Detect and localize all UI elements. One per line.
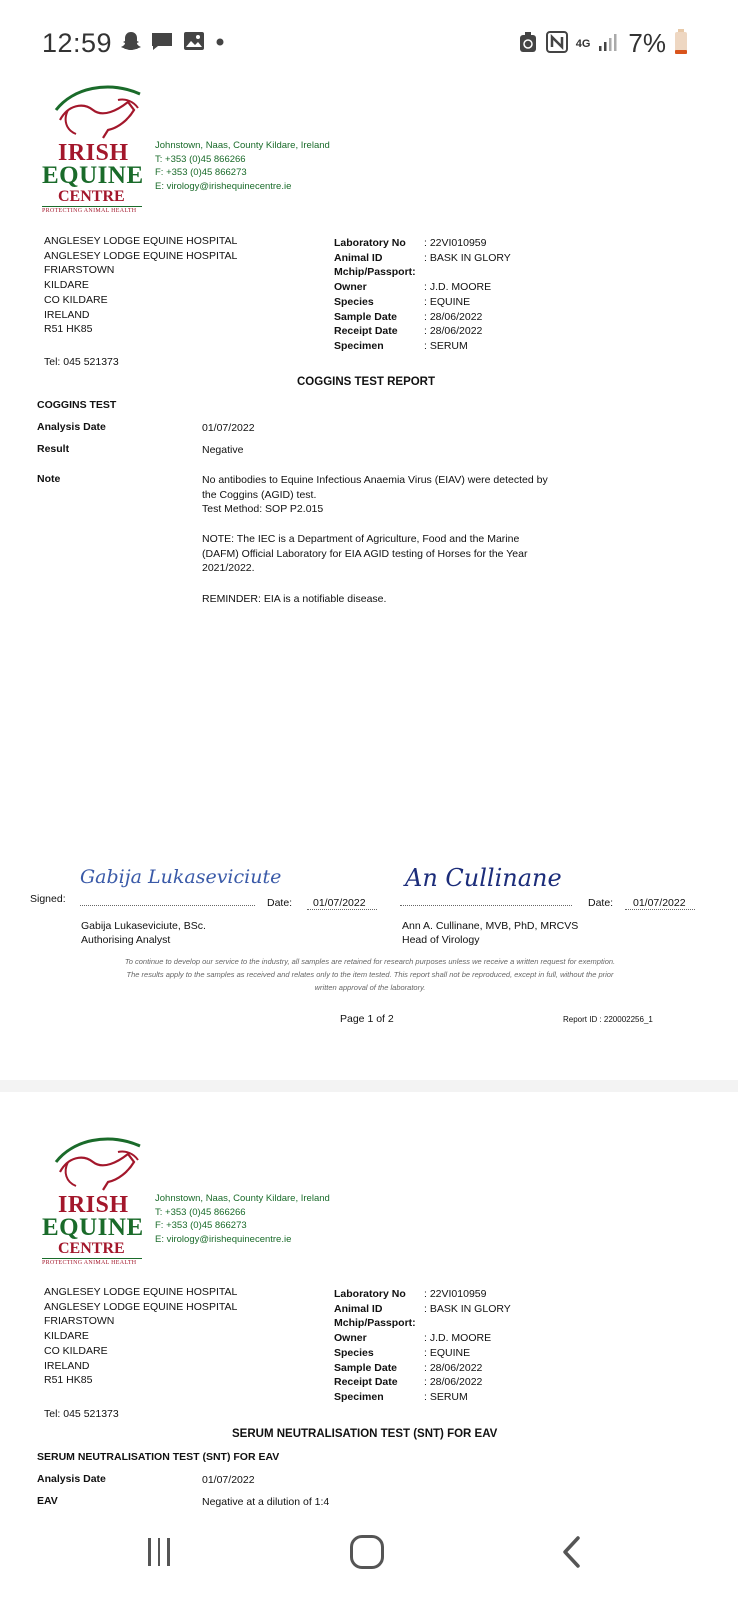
page-separator (0, 1080, 738, 1092)
address-line: KILDARE (44, 279, 89, 292)
disclaimer-line: To continue to develop our service to the industry, all samples are retained for research purposes unless we receive a written request for exemption. (124, 957, 616, 966)
client-tel: Tel: 045 521373 (44, 356, 119, 368)
report-id: Report ID : 220002256_1 (563, 1015, 653, 1024)
logo-tagline: PROTECTING ANIMAL HEALTH (42, 1260, 137, 1266)
reminder: REMINDER: EIA is a notifiable disease. (202, 593, 387, 605)
analysis-date-value: 01/07/2022 (202, 422, 255, 434)
logo-centre: CENTRE (58, 188, 125, 205)
back-button[interactable] (560, 1534, 584, 1575)
disclaimer-line: written approval of the laboratory. (314, 983, 426, 992)
lab-info-row: Mchip/Passport: (334, 1317, 416, 1330)
home-button[interactable] (350, 1535, 384, 1569)
lab-info-row: Specimen : SERUM (334, 1390, 468, 1403)
eav-label: EAV (37, 1495, 58, 1507)
logo-irish: IRISH (58, 140, 129, 166)
lab-info-row: Animal ID : BASK IN GLORY (334, 1302, 511, 1315)
logo-divider (42, 206, 142, 207)
address-line: ANGLESEY LODGE EQUINE HOSPITAL (44, 1286, 238, 1298)
logo-equine: EQUINE (42, 162, 144, 189)
iec-logo (40, 80, 150, 220)
lab-contact (155, 1192, 330, 1246)
lab-info-row: Specimen : SERUM (334, 339, 468, 352)
sig2-date-label: Date: (588, 897, 614, 909)
lab-info-row: Receipt Date : 28/06/2022 (334, 325, 483, 338)
contact-address: Johnstown, Naas, County Kildare, Ireland (155, 140, 330, 151)
horse-logo-icon (48, 80, 148, 140)
lab-info-row: Species : EQUINE (334, 295, 471, 308)
logo-irish: IRISH (58, 1192, 129, 1218)
lab-info (334, 236, 511, 354)
section-heading: SERUM NEUTRALISATION TEST (SNT) FOR EAV (37, 1451, 280, 1463)
lab-info-row: Receipt Date : 28/06/2022 (334, 1376, 483, 1389)
contact-address: Johnstown, Naas, County Kildare, Ireland (155, 1193, 330, 1204)
signature-2: An Cullinane (405, 864, 562, 892)
report-title: COGGINS TEST REPORT (297, 376, 436, 388)
signed-label: Signed: (30, 893, 66, 905)
analysis-date-label: Analysis Date (37, 1473, 106, 1485)
address-line: CO KILDARE (44, 1344, 108, 1357)
signature-1: Gabija Lukaseviciute (80, 866, 282, 888)
contact-fax: F: +353 (0)45 866273 (155, 167, 247, 178)
sig1-date-label: Date: (267, 897, 293, 909)
address-line: IRELAND (44, 1359, 90, 1372)
contact-fax: F: +353 (0)45 866273 (155, 1220, 247, 1231)
note-line: (DAFM) Official Laboratory for EIA AGID testing of Horses for the Year (202, 547, 528, 560)
sig2-date: 01/07/2022 (633, 897, 686, 909)
note-line: NOTE: The IEC is a Department of Agriculture, Food and the Marine (202, 533, 520, 545)
lab-info-row: Laboratory No : 22VI010959 (334, 237, 487, 249)
sig1-role: Authorising Analyst (81, 934, 171, 946)
address-line: R51 HK85 (44, 1374, 93, 1387)
note-line: Test Method: SOP P2.015 (202, 503, 324, 515)
recents-button[interactable] (148, 1538, 174, 1568)
sig2-date-line (625, 909, 695, 910)
sig1-date-line (307, 909, 377, 910)
lab-info-row: Species : EQUINE (334, 1346, 471, 1359)
clock: 12:59 (42, 28, 113, 58)
analysis-date-label: Analysis Date (37, 421, 106, 433)
client-address (44, 234, 237, 337)
address-line: ANGLESEY LODGE EQUINE HOSPITAL (44, 1300, 238, 1313)
lab-info-row: Sample Date : 28/06/2022 (334, 310, 483, 323)
back-icon (560, 1534, 584, 1570)
address-line: CO KILDARE (44, 293, 108, 306)
note-line: No antibodies to Equine Infectious Anaemia Virus (EIAV) were detected by (202, 474, 548, 486)
logo-equine: EQUINE (42, 1214, 144, 1241)
signature-1-line (80, 905, 255, 906)
lab-info-row: Sample Date : 28/06/2022 (334, 1361, 483, 1374)
note-line: the Coggins (AGID) test. (202, 488, 317, 501)
lab-info (334, 1287, 511, 1405)
address-line: ANGLESEY LODGE EQUINE HOSPITAL (44, 235, 238, 247)
lab-contact (155, 139, 330, 193)
disclaimer-line: The results apply to the samples as received and relates only to the item tested. This report shall not be reproduced, except in full, without the prior (126, 970, 614, 979)
result-value: Negative (202, 444, 244, 456)
page-number: Page 1 of 2 (340, 1013, 394, 1025)
network-type: 4G (575, 37, 591, 50)
report-title: SERUM NEUTRALISATION TEST (SNT) FOR EAV (232, 1428, 498, 1440)
lab-info-row: Animal ID : BASK IN GLORY (334, 251, 511, 264)
address-line: ANGLESEY LODGE EQUINE HOSPITAL (44, 249, 238, 262)
contact-email: E: virology@irishequinecentre.ie (155, 180, 292, 192)
address-line: FRIARSTOWN (44, 264, 115, 277)
dafm-note (202, 532, 582, 576)
analysis-date-value: 01/07/2022 (202, 1474, 255, 1486)
report-page-2 (0, 1092, 738, 1520)
note-line: 2021/2022. (202, 562, 255, 574)
signature-2-line (400, 905, 572, 906)
eav-result: Negative at a dilution of 1:4 (202, 1496, 330, 1508)
contact-tel: T: +353 (0)45 866266 (155, 153, 246, 165)
note-text (202, 473, 582, 517)
horse-logo-icon (48, 1132, 148, 1192)
sig1-date: 01/07/2022 (313, 897, 366, 909)
contact-tel: T: +353 (0)45 866266 (155, 1206, 246, 1218)
logo-divider (42, 1258, 142, 1259)
lab-info-row: Owner : J.D. MOORE (334, 1332, 492, 1345)
battery-percent: 7% (628, 28, 666, 58)
iec-logo (40, 1132, 150, 1272)
disclaimer (70, 955, 670, 994)
address-line: FRIARSTOWN (44, 1315, 115, 1328)
sig2-name: Ann A. Cullinane, MVB, PhD, MRCVS (402, 920, 579, 932)
lab-info-row: Laboratory No : 22VI010959 (334, 1288, 487, 1300)
address-line: R51 HK85 (44, 323, 93, 336)
address-line: IRELAND (44, 308, 90, 321)
result-label: Result (37, 443, 70, 455)
section-heading: COGGINS TEST (37, 399, 117, 411)
note-label: Note (37, 473, 61, 485)
sig2-role: Head of Virology (402, 934, 480, 946)
contact-email: E: virology@irishequinecentre.ie (155, 1233, 292, 1245)
client-tel: Tel: 045 521373 (44, 1408, 119, 1420)
logo-centre: CENTRE (58, 1240, 125, 1257)
address-line: KILDARE (44, 1330, 89, 1343)
logo-tagline: PROTECTING ANIMAL HEALTH (42, 208, 137, 214)
sig1-name: Gabija Lukaseviciute, BSc. (81, 920, 206, 932)
client-address (44, 1285, 237, 1388)
lab-info-row: Mchip/Passport: (334, 266, 416, 279)
lab-info-row: Owner : J.D. MOORE (334, 281, 492, 294)
